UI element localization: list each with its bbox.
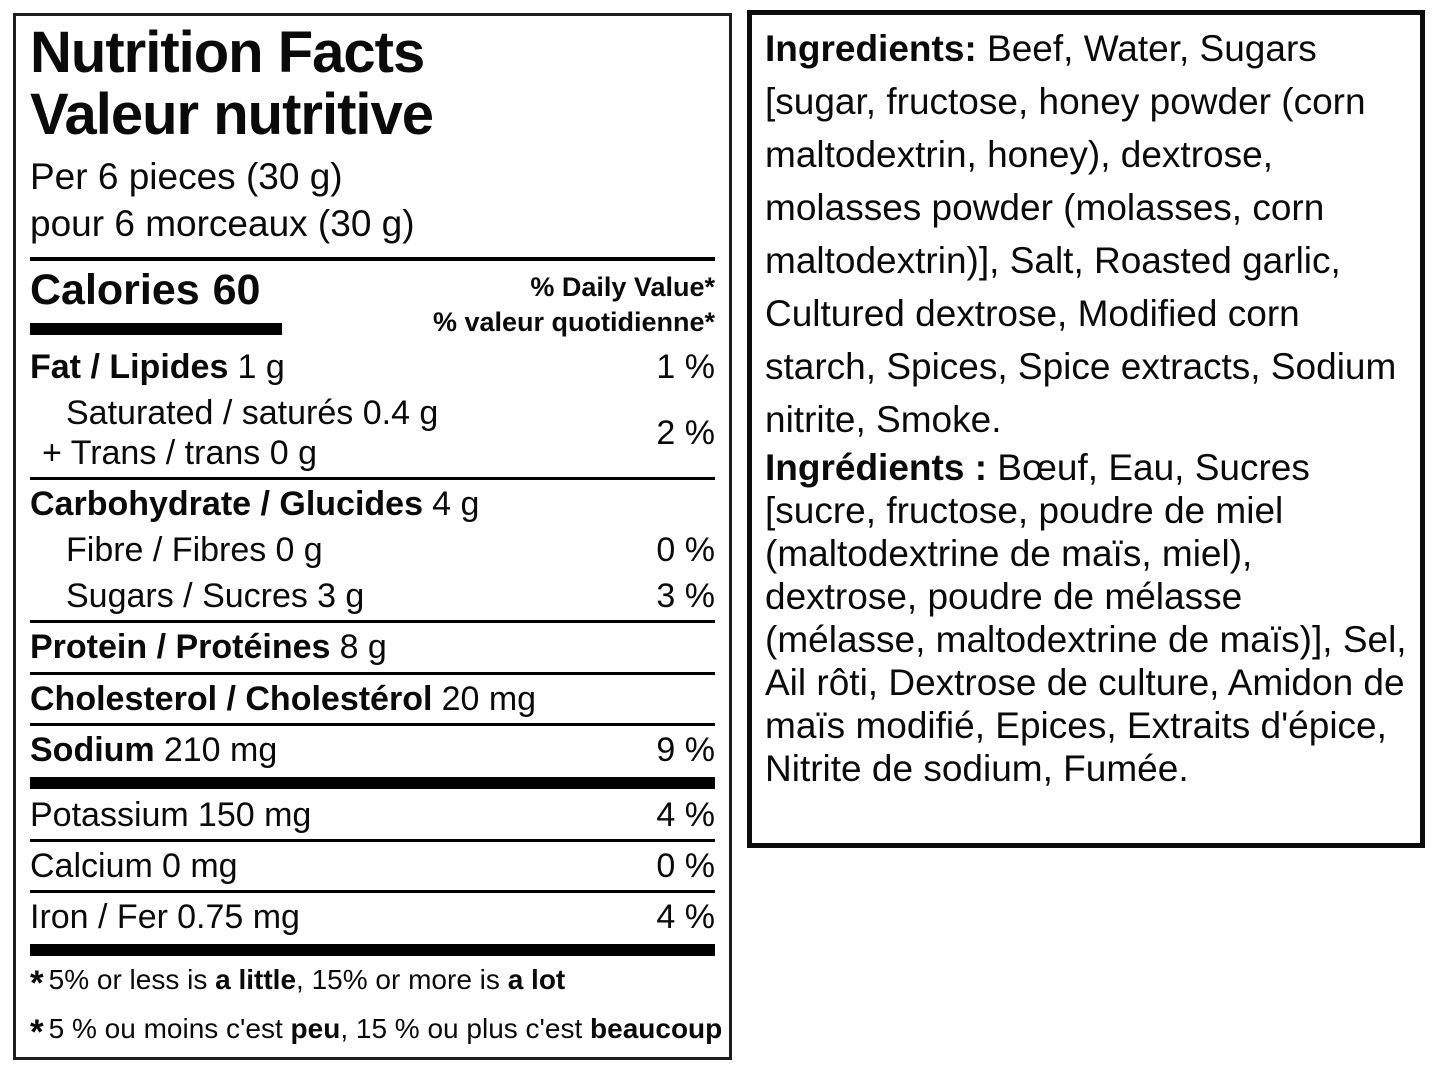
nutrient-amount: 1 g (237, 348, 285, 386)
nutrient-name: Calcium 0 mg (30, 846, 238, 885)
nf-title-fr: Valeur nutritive (30, 82, 434, 148)
calories-block (30, 267, 282, 335)
nf-title-en: Nutrition Facts (30, 20, 425, 85)
section-divider-bar (30, 777, 715, 789)
nutrient-name: Sodium 210 mg (30, 730, 278, 769)
serving-size-en: Per 6 pieces (30 g) (30, 156, 343, 198)
nutrient-amount: 210 mg (163, 730, 278, 769)
nutrient-name (30, 393, 438, 473)
divider-rule (30, 839, 715, 842)
trans-line: + Trans / trans 0 g (42, 434, 317, 473)
nutrient-amount: 4 g (432, 485, 480, 524)
daily-value: 1 % (656, 348, 715, 386)
divider-rule (30, 477, 715, 480)
nutrient-row-iron (30, 894, 715, 940)
ingredients-panel (747, 10, 1425, 848)
nutrient-name: Protein / Protéines 8 g (30, 628, 387, 667)
calories-row (30, 267, 715, 344)
asterisk-icon: * (30, 964, 44, 1004)
calories-underline-bar (30, 323, 282, 335)
ingredients-text-en: Ingredients: Beef, Water, Sugars [sugar, fructose, honey powder (corn maltodextrin, honey), dextrose, molasses powder (molasses, corn maltodextrin)], Salt, Roasted garlic, Cultured dextrose, Modified corn starch, Spices, Spice extracts, Sodium nitrite, Smoke. (765, 28, 1397, 440)
divider-rule (30, 723, 715, 726)
divider-rule (30, 672, 715, 675)
nutrient-amount: 20 mg (441, 679, 537, 718)
divider-rule (30, 620, 715, 623)
daily-value-header-en: % Daily Value* (530, 271, 715, 302)
nutrient-name: Cholesterol / Cholestérol 20 mg (30, 679, 537, 718)
nutrient-amount: 0 mg (161, 846, 238, 885)
nutrient-name: Fat / Lipides 1 g (30, 348, 285, 386)
asterisk-icon: * (30, 1012, 44, 1052)
daily-value: 3 % (656, 577, 715, 616)
nutrient-amount: 3 g (317, 577, 365, 616)
daily-value: 2 % (656, 414, 715, 453)
daily-value: 0 % (656, 531, 715, 570)
nutrient-name: Carbohydrate / Glucides 4 g (30, 485, 480, 524)
serving-divider-rule (30, 257, 715, 261)
daily-value: 4 % (656, 795, 715, 834)
daily-value-header (433, 267, 715, 340)
nutrient-name: Potassium 150 mg (30, 795, 312, 834)
nutrient-row-saturated-trans (30, 390, 715, 476)
nutrient-row-calcium (30, 843, 715, 889)
ingredients-label-fr: Ingrédients : (765, 447, 988, 488)
footnote-en: * 5% or less is a little, 15% or more is a lot (30, 964, 566, 1004)
nutrient-row-sodium (30, 727, 715, 773)
divider-rule (30, 890, 715, 893)
saturated-line: Saturated / saturés 0.4 g (66, 394, 439, 433)
daily-value: 9 % (656, 730, 715, 769)
nutrient-row-protein (30, 624, 715, 670)
nutrient-row-sugars (30, 573, 715, 619)
nutrient-amount: 150 mg (197, 795, 312, 834)
ingredients-label-en: Ingredients: (765, 28, 977, 69)
nutrient-row-cholesterol (30, 676, 715, 722)
nutrient-name: Sugars / Sucres 3 g (66, 577, 365, 616)
serving-size-fr: pour 6 morceaux (30 g) (30, 203, 415, 245)
nutrient-row-fat (30, 344, 715, 390)
nutrition-facts-panel (13, 13, 732, 1060)
nutrient-row-carbohydrate (30, 481, 715, 527)
daily-value-header-fr: % valeur quotidienne* (432, 306, 715, 337)
serving-block (30, 153, 715, 248)
daily-value: 0 % (656, 846, 715, 885)
footnote-fr: * 5 % ou moins c'est peu, 15 % ou plus c'est beaucoup (30, 1012, 723, 1052)
nutrient-amount: 0 g (275, 531, 323, 570)
calories-value: 60 (212, 265, 261, 314)
nutrient-amount: 8 g (339, 628, 387, 667)
nutrient-amount: 0.75 mg (177, 897, 300, 936)
nutrient-row-potassium (30, 792, 715, 838)
calories-text (30, 267, 282, 314)
nutrient-row-fibre (30, 527, 715, 573)
nutrient-name: Fibre / Fibres 0 g (66, 531, 323, 570)
section-divider-bar (30, 944, 715, 956)
calories-label: Calories (30, 265, 200, 314)
nutrient-name: Iron / Fer 0.75 mg (30, 897, 300, 936)
daily-value: 4 % (656, 897, 715, 936)
ingredients-text-fr: Ingrédients : Bœuf, Eau, Sucres [sucre, fructose, poudre de miel (maltodextrine de maïs, miel), dextrose, poudre de mélasse (mélasse, maltodextrine de maïs)], Sel, Ail rôti, Dextrose de culture, Amidon de maïs modifié, Epices, Extraits d'épice, Nitrite de sodium, Fumée. (765, 447, 1407, 789)
